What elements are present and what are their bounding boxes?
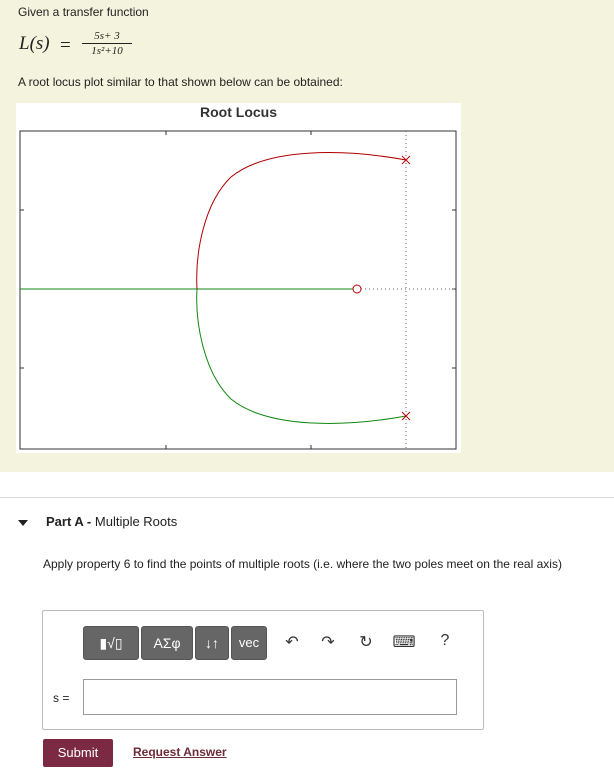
transfer-function-fraction [82,30,132,57]
greek-symbols-button[interactable]: ΑΣφ [141,626,193,660]
vector-button[interactable]: vec [231,626,267,660]
keyboard-icon[interactable]: ⌨ [392,634,416,651]
plot-frame [20,131,456,449]
part-title: Multiple Roots [94,514,178,529]
answer-input[interactable] [83,679,457,715]
request-answer-link[interactable]: Request Answer [133,745,227,759]
answer-box [42,610,484,730]
templates-button[interactable]: ▮√▯ [83,626,139,660]
reset-icon[interactable]: ↻ [359,634,373,651]
section-divider [0,497,614,498]
answer-label: s = [53,691,70,705]
collapse-caret-icon[interactable] [18,520,28,526]
submit-button[interactable]: Submit [43,739,113,767]
equals-sign: = [60,35,71,56]
zero-marker [353,285,361,293]
subscript-superscript-button[interactable]: ↓↑ [195,626,229,660]
numerator: 5s+ 3 [94,30,120,42]
root-locus-plot [16,103,461,453]
transfer-function-lhs: L(s) [19,33,50,54]
part-prompt: Apply property 6 to find the points of multiple roots (i.e. where the two poles meet on the real axis) [43,557,562,571]
help-icon[interactable]: ? [440,632,450,649]
denominator: 1s²+10 [82,43,132,57]
plot-title: Root Locus [200,104,277,120]
part-a-header[interactable] [18,514,177,529]
undo-icon[interactable]: ↶ [285,634,299,651]
part-label: Part A - [46,514,92,529]
lead-text: A root locus plot similar to that shown below can be obtained: [18,75,343,89]
redo-icon[interactable]: ↷ [321,634,335,651]
given-text: Given a transfer function [18,5,149,19]
root-locus-svg [16,103,461,453]
